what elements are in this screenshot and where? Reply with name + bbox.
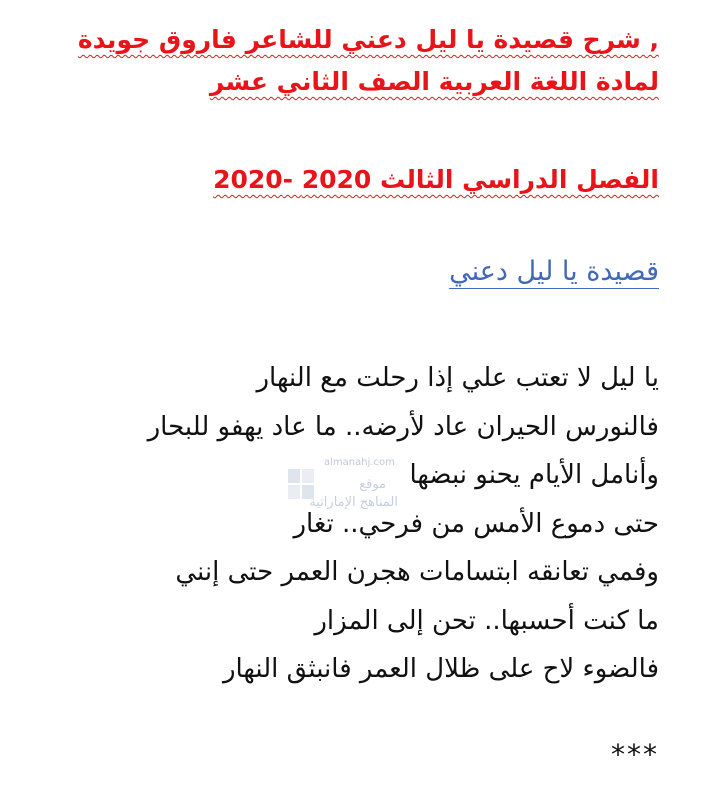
verse-line: وأنامل الأيام يحنو نبضها [409,460,659,490]
poem-title: قصيدة يا ليل دعني [449,256,659,287]
heading-line-2: لمادة اللغة العربية الصف الثاني عشر [209,67,659,96]
verse-line: وفمي تعانقه ابتسامات هجرن العمر حتى إنني [175,557,659,587]
heading-line-3: الفصل الدراسي الثالث 2020 -2020 [213,165,659,194]
heading-line-1: , شرح قصيدة يا ليل دعني للشاعر فاروق جويدة [77,25,659,54]
verse-line: يا ليل لا تعتب علي إذا رحلت مع النهار [256,363,659,393]
watermark-url: almanahj.com [324,457,395,468]
watermark-line-1: موقع [359,477,386,492]
end-marker: *** [611,738,659,771]
watermark [286,455,406,535]
watermark-line-2: المناهج الإماراتية [309,495,398,510]
verse-line: فالنورس الحيران عاد لأرضه.. ما عاد يهفو للبحار [147,411,659,442]
verse-line: ما كنت أحسبها.. تحن إلى المزار [314,605,659,636]
verse-line: فالضوء لاح على ظلال العمر فانبثق النهار [222,654,659,684]
verse-line: حتى دموع الأمس من فرحي.. تغار [293,508,659,539]
